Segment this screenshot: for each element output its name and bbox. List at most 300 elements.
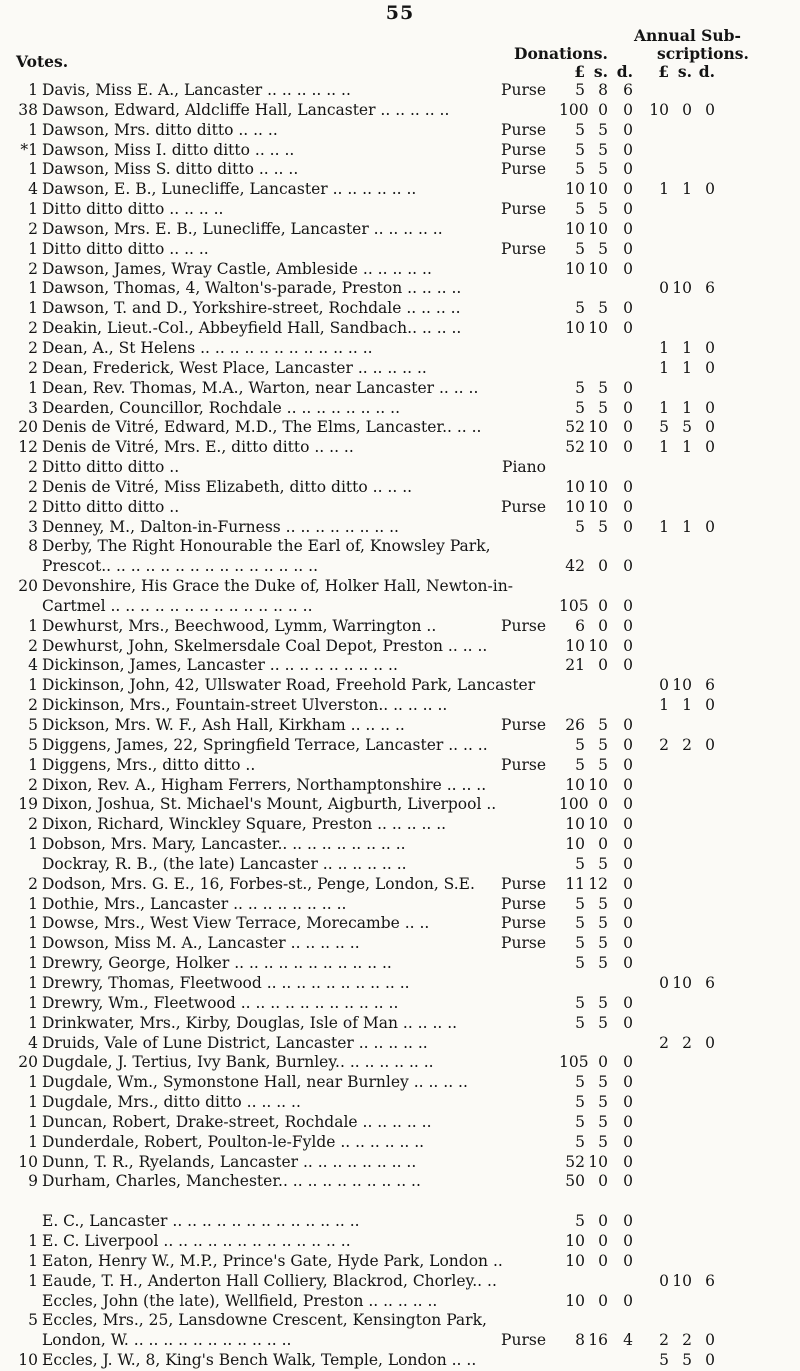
vote-count: 2 [28,874,38,893]
vote-count: 1 [28,120,38,139]
subscriber-name: Dawson, Edward, Aldcliffe Hall, Lancaster .. .. .. .. .. [42,100,450,119]
vote-count: 12 [18,438,38,457]
subscriber-name: Dean, A., St Helens .. .. .. .. .. .. .. .. .. .. .. .. [42,338,373,357]
donation-pence: 0 [623,775,633,794]
subscription-pence: 6 [705,676,715,695]
donation-pounds: 100 [559,795,589,814]
donation-shillings: 10 [588,180,608,199]
donation-pounds: 105 [559,596,589,615]
list-item [14,339,800,359]
donation-pence: 0 [623,1073,633,1092]
subscriber-name: Durham, Charles, Manchester.. .. .. .. .. .. .. .. .. .. [42,1172,421,1191]
list-item [14,1351,800,1371]
vote-count: 1 [28,914,38,933]
vote-count: 2 [28,319,38,338]
donation-pounds: 10 [565,1232,585,1251]
donation-pounds: 10 [565,180,585,199]
donation-pence: 4 [623,1331,633,1350]
list-item [14,1093,800,1113]
votes-heading: Votes. [16,52,69,71]
vote-count: 1 [28,1112,38,1131]
subscriber-name: Denney, M., Dalton-in-Furness .. .. .. .. .. .. .. .. [42,517,399,536]
subscription-shillings: 1 [682,517,692,536]
list-item [14,676,800,696]
subscriber-name: Ditto ditto ditto .. [42,497,180,516]
subscriber-name: Denis de Vitré, Miss Elizabeth, ditto ditto .. .. .. [42,477,413,496]
donation-pounds: 5 [575,934,585,953]
subscriber-name: Dugdale, Wm., Symonstone Hall, near Burnley .. .. .. .. [42,1073,468,1092]
vote-count: 5 [28,1311,38,1330]
subscriber-name: Devonshire, His Grace the Duke of, Holker Hall, Newton-in- [42,577,513,596]
donation-pence: 0 [623,120,633,139]
vote-count: 1 [28,200,38,219]
donation-pounds: 5 [575,755,585,774]
vote-count: 1 [28,160,38,179]
subscription-pence: 0 [705,180,715,199]
donation-shillings: 5 [598,914,608,933]
subscriber-name: Ditto ditto ditto .. .. .. [42,239,209,258]
gift-type: Purse [501,120,546,139]
list-item [14,438,800,458]
vote-count: 1 [28,993,38,1012]
donation-pence: 0 [623,1251,633,1270]
list-item [14,1272,800,1292]
list-item [14,756,800,776]
vote-count: 19 [18,795,38,814]
donation-pence: 0 [623,656,633,675]
donation-pence-unit: d. [616,62,633,81]
donation-pounds: 5 [575,1073,585,1092]
subscriber-name: Dunn, T. R., Ryelands, Lancaster .. .. .. .. .. .. .. .. [42,1152,417,1171]
subscriber-name: Dunderdale, Robert, Poulton-le-Fylde .. .. .. .. .. .. [42,1132,425,1151]
subscription-pounds: 1 [659,517,669,536]
vote-count: 1 [28,835,38,854]
donation-shillings: 0 [598,656,608,675]
gift-type: Purse [501,497,546,516]
gift-type: Purse [501,874,546,893]
donation-shillings: 5 [598,1073,608,1092]
vote-count: 1 [28,676,38,695]
subscriber-name: Dickinson, James, Lancaster .. .. .. .. .. .. .. .. .. [42,656,398,675]
subscriber-name: Dodson, Mrs. G. E., 16, Forbes-st., Penge, London, S.E. [42,874,475,893]
donation-pounds: 5 [575,81,585,99]
donation-pence: 0 [623,815,633,834]
subscriber-name: Diggens, James, 22, Springfield Terrace, Lancaster .. .. .. [42,735,488,754]
donation-pence: 0 [623,636,633,655]
vote-count: 1 [28,616,38,635]
donation-pence: 0 [623,1291,633,1310]
subscription-pence: 0 [705,418,715,437]
subscriber-name: Dixon, Richard, Winckley Square, Preston .. .. .. .. .. [42,815,447,834]
subscription-shillings: 2 [682,1331,692,1350]
vote-count: 1 [28,1271,38,1290]
subscription-pence: 0 [705,438,715,457]
list-item [14,101,800,121]
list-item [14,1153,800,1173]
vote-count: 3 [28,517,38,536]
subscriber-name: Eaude, T. H., Anderton Hall Colliery, Blackrod, Chorley.. .. [42,1271,497,1290]
list-item [14,1034,800,1054]
list-item [14,895,800,915]
list-item [14,458,800,478]
list-item [14,934,800,954]
donation-pence: 0 [623,1172,633,1191]
subscription-pence: 0 [705,696,715,715]
subscription-pounds: 2 [659,1033,669,1052]
subscriber-name: Ditto ditto ditto .. [42,458,180,477]
donation-shillings: 0 [598,1212,608,1231]
subscriber-name: Eccles, John (the late), Wellfield, Preston .. .. .. .. .. [42,1291,438,1310]
subscription-pounds: 0 [659,1271,669,1290]
subscription-shillings: 1 [682,438,692,457]
subscription-shillings: 1 [682,358,692,377]
donation-shillings: 10 [588,438,608,457]
subscriber-list [14,81,800,1371]
gift-type: Purse [501,81,546,99]
donation-pence: 0 [623,299,633,318]
subscriber-name: Dixon, Rev. A., Higham Ferrers, Northamptonshire .. .. .. [42,775,487,794]
donation-pence: 0 [623,874,633,893]
subscriptions-heading: scriptions. [657,44,749,63]
donation-shillings: 10 [588,319,608,338]
subscription-pounds: 1 [659,358,669,377]
list-item [14,637,800,657]
donation-pounds: 52 [565,438,585,457]
donation-shillings: 5 [598,1132,608,1151]
donation-pounds: 5 [575,914,585,933]
subscription-pence: 6 [705,1271,715,1290]
donation-pounds: 5 [575,200,585,219]
subscriber-name: Dugdale, Mrs., ditto ditto .. .. .. .. [42,1093,301,1112]
vote-count: 9 [28,1172,38,1191]
subscriber-name: Cartmel .. .. .. .. .. .. .. .. .. .. .. .. .. .. [42,596,313,615]
donation-pounds: 5 [575,398,585,417]
donation-pence: 0 [623,319,633,338]
subscription-pounds: 10 [649,100,669,119]
donation-shillings: 0 [598,1291,608,1310]
subscription-pence: 6 [705,279,715,298]
subscriber-name: Dawson, T. and D., Yorkshire-street, Rochdale .. .. .. .. [42,299,461,318]
donation-shillings: 10 [588,259,608,278]
list-item [14,736,800,756]
subscriber-name: Dawson, James, Wray Castle, Ambleside .. .. .. .. .. [42,259,432,278]
donation-pounds: 5 [575,140,585,159]
list-item [14,597,800,617]
donation-pounds: 50 [565,1172,585,1191]
donation-shillings: 10 [588,815,608,834]
subscriber-name: Dixon, Joshua, St. Michael's Mount, Aigburth, Liverpool .. [42,795,497,814]
donation-pence: 0 [623,259,633,278]
donation-shillings: 0 [598,1232,608,1251]
vote-count: 10 [18,1152,38,1171]
subscriber-name: Deakin, Lieut.-Col., Abbeyfield Hall, Sandbach.. .. .. .. [42,319,462,338]
donation-pounds: 10 [565,497,585,516]
donation-pence: 0 [623,993,633,1012]
donation-pounds: 5 [575,517,585,536]
subscriber-name: Dawson, Mrs. E. B., Lunecliffe, Lancaster .. .. .. .. .. [42,219,443,238]
donation-pounds: 10 [565,259,585,278]
donation-pence: 0 [623,438,633,457]
list-item [14,379,800,399]
vote-count: 2 [28,219,38,238]
vote-count: *1 [20,140,38,159]
donation-pence: 0 [623,1053,633,1072]
list-item [14,855,800,875]
gift-type: Purse [501,140,546,159]
vote-count: 8 [28,537,38,556]
vote-count: 1 [28,894,38,913]
vote-count: 1 [28,1232,38,1251]
subscriber-name: Denis de Vitré, Mrs. E., ditto ditto .. .. .. [42,438,354,457]
subscriber-name: Drewry, Thomas, Fleetwood .. .. .. .. .. .. .. .. .. .. [42,973,410,992]
gift-type: Purse [501,934,546,953]
donation-pence: 6 [623,81,633,99]
donation-pence: 0 [623,100,633,119]
subscriber-name: Derby, The Right Honourable the Earl of, Knowsley Park, [42,537,491,556]
vote-count: 38 [18,100,38,119]
donation-pounds: 10 [565,1291,585,1310]
vote-count: 2 [28,458,38,477]
subscriber-name: Druids, Vale of Lune District, Lancaster .. .. .. .. .. [42,1033,428,1052]
subscriber-name: Eaton, Henry W., M.P., Prince's Gate, Hyde Park, London .. [42,1251,503,1270]
donation-pounds: 6 [575,616,585,635]
donation-pence: 0 [623,735,633,754]
donation-shillings: 5 [598,716,608,734]
donation-pounds: 52 [565,418,585,437]
donation-shillings-unit: s. [593,62,608,81]
list-item [14,141,800,161]
donation-pounds: 100 [559,100,589,119]
donation-pence: 0 [623,716,633,734]
donation-pence: 0 [623,854,633,873]
subscription-pence: 0 [705,735,715,754]
subscription-pence: 0 [705,1351,715,1370]
list-item [14,299,800,319]
list-item [14,498,800,518]
donation-pounds: 26 [565,716,585,734]
subscription-shillings-unit: s. [677,62,692,81]
list-item [14,776,800,796]
donation-pence: 0 [623,398,633,417]
list-item [14,160,800,180]
subscription-pounds: 0 [659,279,669,298]
subscription-shillings: 10 [672,279,692,298]
subscription-pence: 0 [705,1033,715,1052]
donation-shillings: 10 [588,418,608,437]
vote-count: 2 [28,497,38,516]
subscription-shillings: 0 [682,100,692,119]
list-item [14,81,800,101]
donation-shillings: 5 [598,160,608,179]
donation-pounds: 42 [565,557,585,576]
donation-pounds: 10 [565,815,585,834]
donation-pence: 0 [623,835,633,854]
donation-pounds: 5 [575,120,585,139]
donation-shillings: 10 [588,477,608,496]
donation-shillings: 5 [598,755,608,774]
donation-pence: 0 [623,894,633,913]
donation-pence: 0 [623,1232,633,1251]
vote-count: 1 [28,239,38,258]
subscriber-name: Duncan, Robert, Drake-street, Rochdale .. .. .. .. .. [42,1112,432,1131]
subscription-pence: 0 [705,1331,715,1350]
vote-count: 5 [28,735,38,754]
list-item [14,1073,800,1093]
vote-count: 2 [28,696,38,715]
list-item [14,220,800,240]
subscriber-name: Dean, Frederick, West Place, Lancaster .. .. .. .. .. [42,358,427,377]
donation-pounds: 10 [565,636,585,655]
donation-shillings: 12 [588,874,608,893]
donation-pounds: 5 [575,299,585,318]
list-item [14,914,800,934]
subscriber-name: Dockray, R. B., (the late) Lancaster .. .. .. .. .. .. [42,854,407,873]
list-item [14,656,800,676]
donation-pence: 0 [623,1093,633,1112]
donation-shillings: 0 [598,835,608,854]
list-item [14,1172,800,1192]
donation-pence: 0 [623,1152,633,1171]
vote-count: 10 [18,1351,38,1370]
donation-pence: 0 [623,914,633,933]
vote-count: 2 [28,358,38,377]
donation-pounds: 10 [565,477,585,496]
list-item [14,537,800,557]
list-item [14,974,800,994]
subscriber-name: Dearden, Councillor, Rochdale .. .. .. .. .. .. .. .. [42,398,400,417]
gift-type: Purse [501,755,546,774]
donation-pence: 0 [623,1132,633,1151]
donation-shillings: 0 [598,1172,608,1191]
donation-pounds: 52 [565,1152,585,1171]
donation-pounds: 5 [575,1093,585,1112]
donation-pence: 0 [623,517,633,536]
subscription-shillings: 1 [682,398,692,417]
donation-shillings: 10 [588,497,608,516]
gift-type: Purse [501,616,546,635]
donation-shillings: 8 [598,81,608,99]
subscription-shillings: 1 [682,338,692,357]
subscriber-name: Dawson, E. B., Lunecliffe, Lancaster .. .. .. .. .. .. [42,180,417,199]
subscription-pence: 6 [705,973,715,992]
vote-count: 2 [28,259,38,278]
subscription-shillings: 5 [682,1351,692,1370]
vote-count: 2 [28,338,38,357]
gift-type: Purse [501,914,546,933]
subscription-shillings: 2 [682,735,692,754]
list-item [14,617,800,637]
donation-pounds-unit: £ [574,62,585,81]
donation-shillings: 5 [598,140,608,159]
list-item [14,1232,800,1252]
page-number: 55 [385,2,415,24]
vote-count: 1 [28,279,38,298]
section-gap [14,1192,800,1212]
vote-count: 20 [18,418,38,437]
donation-shillings: 5 [598,239,608,258]
subscription-shillings: 1 [682,180,692,199]
vote-count: 20 [18,577,38,596]
vote-count: 2 [28,815,38,834]
donation-pence: 0 [623,180,633,199]
vote-count: 2 [28,477,38,496]
subscriber-name: Dowse, Mrs., West View Terrace, Morecambe .. .. [42,914,430,933]
subscription-pence: 0 [705,358,715,377]
donation-pence: 0 [623,795,633,814]
subscription-pence: 0 [705,100,715,119]
subscriber-name: London, W. .. .. .. .. .. .. .. .. .. .. .. [42,1331,292,1350]
vote-count: 1 [28,1132,38,1151]
donation-pounds: 10 [565,835,585,854]
vote-count: 1 [28,1073,38,1092]
subscription-pounds: 2 [659,1331,669,1350]
vote-count: 1 [28,755,38,774]
subscriber-name: Dawson, Miss I. ditto ditto .. .. .. [42,140,295,159]
list-item [14,200,800,220]
list-item [14,835,800,855]
subscriber-name: Dean, Rev. Thomas, M.A., Warton, near Lancaster .. .. .. [42,378,479,397]
donation-shillings: 5 [598,299,608,318]
gift-type: Purse [501,716,546,734]
subscription-pounds: 0 [659,676,669,695]
donation-pence: 0 [623,1013,633,1032]
subscriber-name: Eccles, Mrs., 25, Lansdowne Crescent, Kensington Park, [42,1311,487,1330]
subscriber-name: Dobson, Mrs. Mary, Lancaster.. .. .. .. .. .. .. .. .. [42,835,406,854]
donation-pounds: 5 [575,854,585,873]
list-item [14,1014,800,1034]
subscription-pounds-unit: £ [658,62,669,81]
subscriber-name: E. C. Liverpool .. .. .. .. .. .. .. .. .. .. .. .. .. [42,1232,351,1251]
vote-count: 4 [28,1033,38,1052]
vote-count: 20 [18,1053,38,1072]
subscriber-name: Dawson, Mrs. ditto ditto .. .. .. [42,120,278,139]
donation-pence: 0 [623,239,633,258]
donation-pence: 0 [623,140,633,159]
vote-count: 2 [28,636,38,655]
donation-pence: 0 [623,954,633,973]
list-item [14,994,800,1014]
donation-shillings: 16 [588,1331,608,1350]
subscriber-name: Drewry, George, Holker .. .. .. .. .. .. .. .. .. .. .. [42,954,392,973]
subscription-pence: 0 [705,517,715,536]
subscriber-name: Ditto ditto ditto .. .. .. .. [42,200,224,219]
list-item [14,716,800,736]
list-item [14,359,800,379]
donation-pounds: 5 [575,239,585,258]
donation-pounds: 5 [575,735,585,754]
vote-count: 1 [28,1093,38,1112]
list-item [14,121,800,141]
vote-count: 2 [28,775,38,794]
donation-shillings: 0 [598,596,608,615]
vote-count: 1 [28,81,38,99]
donation-pence: 0 [623,616,633,635]
subscriber-name: Dawson, Miss S. ditto ditto .. .. .. [42,160,299,179]
gift-type: Purse [501,160,546,179]
list-item [14,240,800,260]
list-item [14,954,800,974]
subscriber-name: Dewhurst, Mrs., Beechwood, Lymm, Warrington .. [42,616,437,635]
donation-shillings: 5 [598,398,608,417]
subscriber-name: Dickinson, Mrs., Fountain-street Ulverston.. .. .. .. .. [42,696,448,715]
subscriber-name: Prescot.. .. .. .. .. .. .. .. .. .. .. .. .. .. .. [42,557,318,576]
donation-shillings: 0 [598,100,608,119]
list-item [14,875,800,895]
donation-shillings: 10 [588,1152,608,1171]
subscription-shillings: 5 [682,418,692,437]
donation-pence: 0 [623,160,633,179]
subscriber-name: Dawson, Thomas, 4, Walton's-parade, Preston .. .. .. .. [42,279,462,298]
